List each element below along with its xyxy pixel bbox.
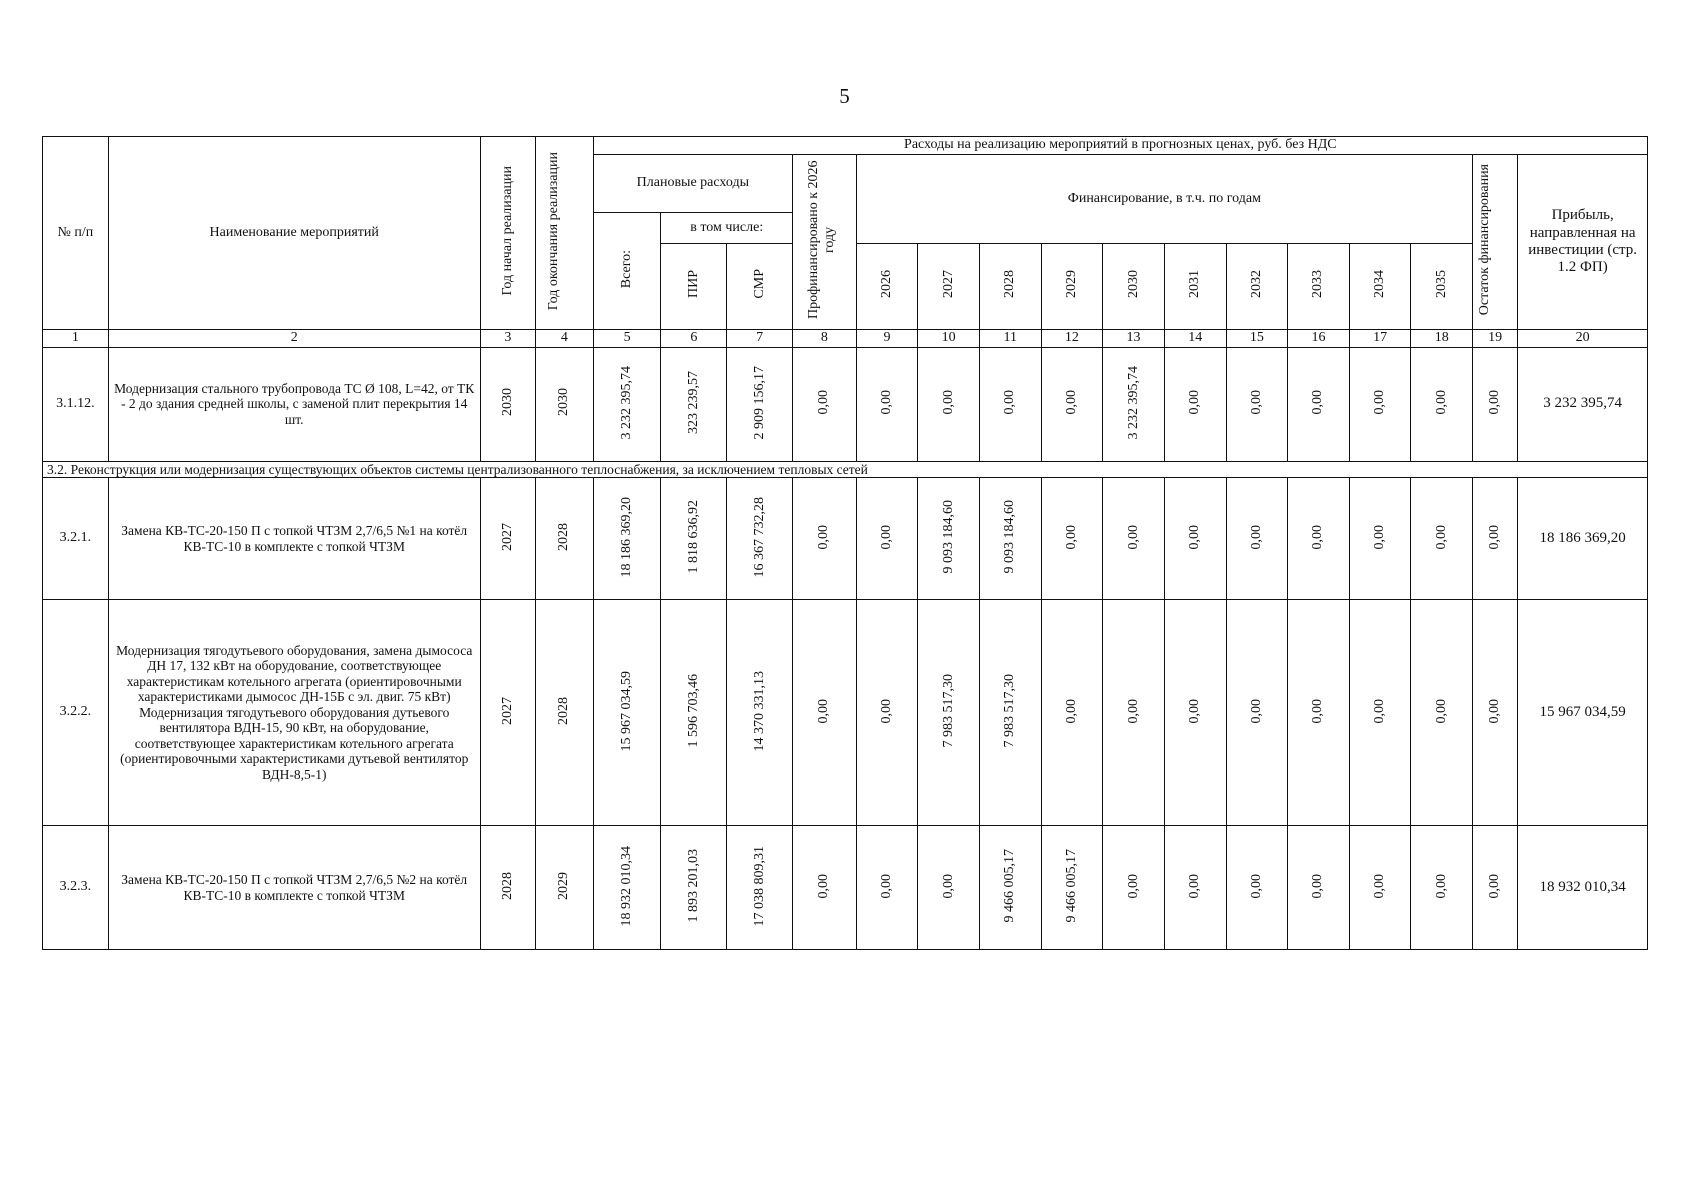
row-name: Замена КВ-ТС-20-150 П с топкой ЧТЗМ 2,7/6,5 №2 на котёл КВ-ТС-10 в комплекте с топкой ЧТЗМ [108, 826, 480, 950]
row-year-value: 0,00 [1411, 826, 1473, 950]
row-year-value: 9 466 005,17 [979, 826, 1041, 950]
row-id: 3.2.2. [43, 600, 109, 826]
row-total: 18 186 369,20 [593, 478, 661, 600]
row-year-value: 9 466 005,17 [1041, 826, 1103, 950]
row-year-value: 0,00 [1041, 347, 1103, 461]
row-year-value: 0,00 [918, 347, 980, 461]
column-number: 14 [1164, 329, 1226, 347]
row-start-year: 2028 [480, 826, 535, 950]
row-pir: 1 596 703,46 [661, 600, 727, 826]
header-start-year: Год начал реализации [480, 137, 535, 330]
row-year-value: 9 093 184,60 [918, 478, 980, 600]
row-year-value: 0,00 [1349, 478, 1411, 600]
row-id: 3.2.3. [43, 826, 109, 950]
row-year-value: 0,00 [1349, 826, 1411, 950]
page-number: 5 [839, 84, 850, 108]
row-smr: 16 367 732,28 [727, 478, 793, 600]
column-number: 6 [661, 329, 727, 347]
header-year-2035: 2035 [1411, 243, 1473, 329]
row-remainder: 0,00 [1473, 600, 1518, 826]
row-year-value: 0,00 [1349, 600, 1411, 826]
column-numbers-row [43, 329, 1648, 347]
row-profit: 18 186 369,20 [1518, 478, 1648, 600]
header-end-year: Год окончания реализации [536, 137, 594, 330]
header-planned: Плановые расходы [593, 155, 792, 213]
column-number: 19 [1473, 329, 1518, 347]
column-number: 4 [536, 329, 594, 347]
row-smr: 14 370 331,13 [727, 600, 793, 826]
column-number: 1 [43, 329, 109, 347]
row-prefinanced: 0,00 [792, 826, 856, 950]
header-year-2029: 2029 [1041, 243, 1103, 329]
row-year-value: 0,00 [1164, 347, 1226, 461]
table-row [43, 600, 1648, 826]
header-year-2032: 2032 [1226, 243, 1288, 329]
table-row [43, 826, 1648, 950]
row-year-value: 0,00 [1288, 478, 1350, 600]
table-row [43, 478, 1648, 600]
column-number: 7 [727, 329, 793, 347]
row-prefinanced: 0,00 [792, 347, 856, 461]
column-number: 2 [108, 329, 480, 347]
row-year-value: 0,00 [979, 347, 1041, 461]
row-name: Замена КВ-ТС-20-150 П с топкой ЧТЗМ 2,7/6,5 №1 на котёл КВ-ТС-10 в комплекте с топкой ЧТЗМ [108, 478, 480, 600]
row-remainder: 0,00 [1473, 347, 1518, 461]
column-number: 9 [856, 329, 918, 347]
header-year-2034: 2034 [1349, 243, 1411, 329]
row-year-value: 0,00 [1288, 600, 1350, 826]
row-year-value: 0,00 [1226, 478, 1288, 600]
row-prefinanced: 0,00 [792, 478, 856, 600]
column-number: 18 [1411, 329, 1473, 347]
row-total: 18 932 010,34 [593, 826, 661, 950]
column-number: 10 [918, 329, 980, 347]
row-year-value: 0,00 [1411, 600, 1473, 826]
row-year-value: 7 983 517,30 [918, 600, 980, 826]
row-year-value: 0,00 [1288, 826, 1350, 950]
row-total: 15 967 034,59 [593, 600, 661, 826]
row-smr: 2 909 156,17 [727, 347, 793, 461]
row-year-value: 0,00 [1041, 600, 1103, 826]
row-year-value: 0,00 [1288, 347, 1350, 461]
row-year-value: 7 983 517,30 [979, 600, 1041, 826]
investment-table [42, 136, 1648, 950]
row-start-year: 2030 [480, 347, 535, 461]
row-profit: 18 932 010,34 [1518, 826, 1648, 950]
table-row [43, 347, 1648, 461]
row-year-value: 0,00 [1164, 826, 1226, 950]
row-end-year: 2030 [536, 347, 594, 461]
row-name: Модернизация тягодутьевого оборудования, замена дымососа ДН 17, 132 кВт на оборудование, соответствующее характеристикам котельного агрегата (ориентировочными характеристиками дымосос ДН-15Б с эл. двиг. 75 кВт) Модернизация тягодутьевого оборудования дутьевого вентилятора ВДН-15, 90 кВт, на оборудование, соответствующее характеристикам котельного агрегата (ориентировочными характеристиками дутьевой вентилятор ВДН-8,5-1) [108, 600, 480, 826]
column-number: 3 [480, 329, 535, 347]
row-year-value: 0,00 [1349, 347, 1411, 461]
row-year-value: 0,00 [1041, 478, 1103, 600]
row-year-value: 3 232 395,74 [1103, 347, 1165, 461]
row-year-value: 0,00 [856, 826, 918, 950]
column-number: 5 [593, 329, 661, 347]
header-financing: Финансирование, в т.ч. по годам [856, 155, 1472, 244]
row-start-year: 2027 [480, 478, 535, 600]
header-year-2033: 2033 [1288, 243, 1350, 329]
row-id: 3.2.1. [43, 478, 109, 600]
column-number: 15 [1226, 329, 1288, 347]
row-year-value: 0,00 [1226, 347, 1288, 461]
row-smr: 17 038 809,31 [727, 826, 793, 950]
row-remainder: 0,00 [1473, 478, 1518, 600]
row-profit: 15 967 034,59 [1518, 600, 1648, 826]
header-smr: СМР [727, 243, 793, 329]
row-remainder: 0,00 [1473, 826, 1518, 950]
column-number: 16 [1288, 329, 1350, 347]
row-end-year: 2028 [536, 478, 594, 600]
row-total: 3 232 395,74 [593, 347, 661, 461]
row-year-value: 0,00 [1164, 478, 1226, 600]
header-year-2030: 2030 [1103, 243, 1165, 329]
row-start-year: 2027 [480, 600, 535, 826]
header-year-2031: 2031 [1164, 243, 1226, 329]
header-year-2028: 2028 [979, 243, 1041, 329]
row-end-year: 2029 [536, 826, 594, 950]
row-year-value: 0,00 [1103, 478, 1165, 600]
header-prefinanced: Профинансировано к 2026 году [792, 155, 856, 330]
row-pir: 323 239,57 [661, 347, 727, 461]
row-name: Модернизация стального трубопровода ТС Ø 108, L=42, от ТК - 2 до здания средней школы, с заменой плит перекрытия 14 шт. [108, 347, 480, 461]
row-year-value: 0,00 [1226, 826, 1288, 950]
row-year-value: 0,00 [856, 347, 918, 461]
column-number: 20 [1518, 329, 1648, 347]
row-year-value: 0,00 [1411, 478, 1473, 600]
column-number: 11 [979, 329, 1041, 347]
row-prefinanced: 0,00 [792, 600, 856, 826]
header-remainder: Остаток финансирования [1473, 155, 1518, 330]
column-number: 17 [1349, 329, 1411, 347]
row-pir: 1 818 636,92 [661, 478, 727, 600]
header-profit: Прибыль, направленная на инвестиции (стр. 1.2 ФП) [1518, 155, 1648, 330]
column-number: 8 [792, 329, 856, 347]
header-year-2026: 2026 [856, 243, 918, 329]
row-year-value: 0,00 [1411, 347, 1473, 461]
row-end-year: 2028 [536, 600, 594, 826]
row-id: 3.1.12. [43, 347, 109, 461]
header-number: № п/п [43, 137, 109, 330]
row-year-value: 0,00 [1103, 600, 1165, 826]
column-number: 12 [1041, 329, 1103, 347]
row-year-value: 0,00 [1164, 600, 1226, 826]
header-pir: ПИР [661, 243, 727, 329]
row-year-value: 0,00 [1103, 826, 1165, 950]
header-expenses-title: Расходы на реализацию мероприятий в прогнозных ценах, руб. без НДС [593, 137, 1647, 155]
header-year-2027: 2027 [918, 243, 980, 329]
row-year-value: 9 093 184,60 [979, 478, 1041, 600]
header-name: Наименование мероприятий [108, 137, 480, 330]
row-pir: 1 893 201,03 [661, 826, 727, 950]
header-total: Всего: [593, 213, 661, 330]
section-heading: 3.2. Реконструкция или модернизация существующих объектов системы централизованного теплоснабжения, за исключением тепловых сетей [43, 461, 1648, 478]
column-number: 13 [1103, 329, 1165, 347]
row-year-value: 0,00 [1226, 600, 1288, 826]
row-year-value: 0,00 [918, 826, 980, 950]
row-year-value: 0,00 [856, 600, 918, 826]
row-year-value: 0,00 [856, 478, 918, 600]
header-including: в том числе: [661, 213, 793, 244]
row-profit: 3 232 395,74 [1518, 347, 1648, 461]
